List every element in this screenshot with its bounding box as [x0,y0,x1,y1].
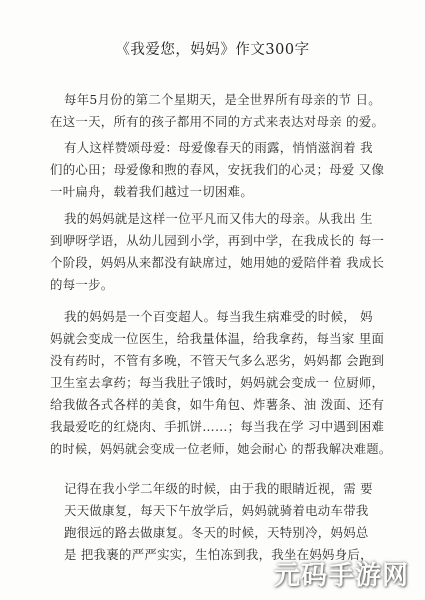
text-line: 一叶扁舟，载着我们越过一切困难。 [50,184,254,199]
text-line: 在这一天，所有的孩子都用不同的方式来表达对母亲 的爱。 [50,114,385,129]
text-line: 有人这样赞颂母爱：母爱像春天的雨露，悄悄滋润着 我 [64,140,373,155]
text-line: 们的心田；母爱像和煦的春风，安抚我们的心灵；母爱 又像 [50,162,385,177]
text-line: 天天做康复，每天下午放学后，妈妈就骑着电动车带我 [64,503,369,518]
text-line: 的时候，妈妈就会变成一位老师，她会耐心 的帮我解决难题。 [50,442,392,456]
text-line: 没有药时，不管有多晚，不管天气多么恶劣，妈妈都 会跑到 [50,353,385,368]
page-title: 《我爱您，妈妈》作文300字 [115,42,310,58]
text-line: 我的妈妈就是这样一位平凡而又伟大的母亲。从我出 生 [64,211,373,226]
text-line: 是 把我裹的严严实实，生怕冻到我，我坐在妈妈身后， [64,547,373,562]
text-line: 个阶段，妈妈从来都没有缺席过，她用她的爱陪伴着 我成长 [50,255,385,270]
text-line: 我的妈妈是一个百变超人。每当我生病难受的时候， 妈 [64,309,373,324]
text-line: 记得在我小学二年级的时候，由于我的眼睛近视，需 要 [64,481,373,496]
text-line: 的每一步。 [50,277,114,292]
text-line: 每年5月份的第二个星期天，是全世界所有母亲的节 日。 [64,92,381,107]
text-line: 给我做各式各样的美食，如牛角包、炸薯条、油 泼面、还有 [50,397,385,412]
text-line: 我最爱吃的红烧肉、手抓饼……；每当我在学 习中遇到困难 [50,419,385,434]
text-line: 跑很远的路去做康复。冬天的时候，天特别冷，妈妈总 [64,525,369,540]
text-line: 卫生室去拿药；每当我肚子饿时，妈妈就会变成一 位厨师， [50,375,385,390]
text-line: 妈就会变成一位医生，给我量体温，给我拿药，每当家 里面 [50,331,385,346]
site-watermark: 元码手游网 [273,561,409,591]
text-line: 到咿呀学语，从幼儿园到小学，再到中学，在我成长的 每一 [50,233,385,248]
